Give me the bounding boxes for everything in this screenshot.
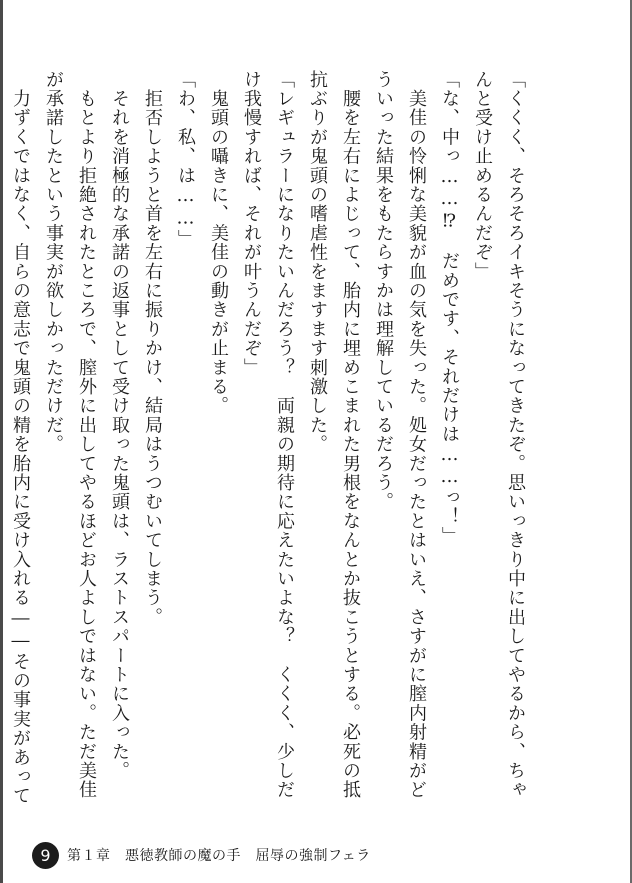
text-line: 「くくく、そろそろイキそうになってきたぞ。思いっきり中に出してやるから、ちゃ: [505, 70, 526, 800]
text-line: 「な、中っ……⁉ だめです、それだけは……っ！」: [439, 70, 460, 546]
page-footer: [32, 840, 371, 870]
text-line: 美佳の怜悧な美貌が血の気を失った。処女だったとはいえ、さすがに膣内射精がど: [406, 70, 427, 800]
page-number: 9: [40, 845, 51, 865]
text-line: んと受け止めるんだぞ」: [472, 70, 493, 282]
text-line: 腰を左右によじって、胎内に埋めこまれた男根をなんとか抜こうとする。必死の抵: [340, 70, 361, 800]
text-line: 抗ぶりが鬼頭の嗜虐性をますます刺激した。: [307, 70, 328, 454]
text-line: ういった結果をもたらすかは理解しているだろう。: [373, 70, 394, 512]
text-line: 「わ、私、は……」: [175, 70, 196, 249]
text-line: 「レギュラーになりたいんだろう？ 両親の期待に応えたいよな？ くくく、少しだ: [274, 70, 295, 800]
text-line: 鬼頭の囁きに、美佳の動きが止まる。: [208, 70, 229, 416]
text-line: け我慢すれば、それが叶うんだぞ」: [241, 70, 262, 378]
text-line: それを消極的な承諾の返事として受け取った鬼頭は、ラストスパートに入った。: [109, 70, 130, 781]
body-text: [10, 70, 532, 806]
text-line: 拒否しようと首を左右に振りかけ、結局はうつむいてしまう。: [142, 70, 163, 627]
text-line: が承諾したという事実が欲しかっただけだ。: [43, 70, 64, 454]
text-line: もとより拒絶されたところで、膣外に出してやるほどお人よしではない。ただ美佳: [76, 70, 97, 800]
page-number-badge: [32, 842, 59, 869]
chapter-title: 第１章 悪徳教師の魔の手 屈辱の強制フェラ: [67, 848, 371, 864]
text-line: 力ずくではなく、自らの意志で鬼頭の精を胎内に受け入れる――その事実があって: [10, 70, 31, 806]
page-edge-left: [0, 0, 3, 883]
